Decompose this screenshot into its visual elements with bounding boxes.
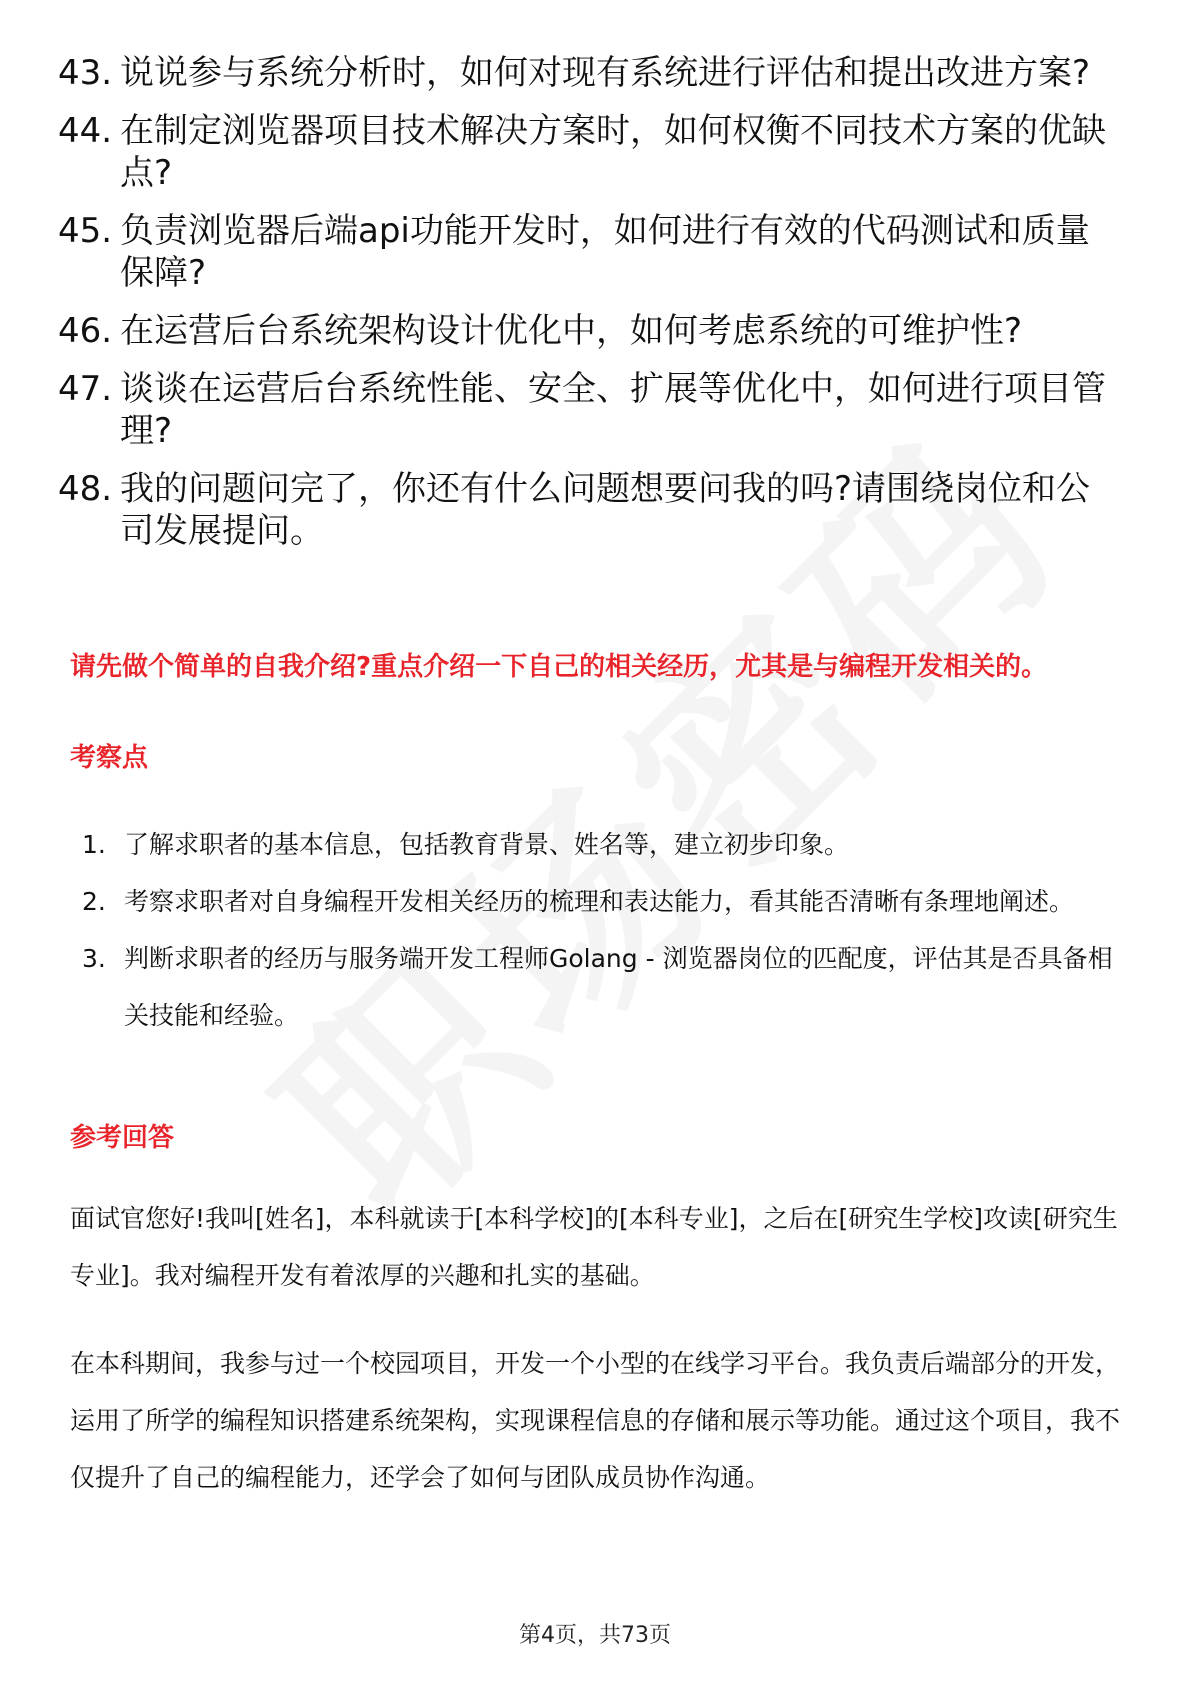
list-item bbox=[58, 368, 1118, 452]
answer-paragraph: 面试官您好!我叫[姓名]，本科就读于[本科学校]的[本科专业]，之后在[研究生学校]攻读[研究生专业]。我对编程开发有着浓厚的兴趣和扎实的基础。 bbox=[70, 1204, 1118, 1290]
question-number: 43. bbox=[58, 53, 113, 93]
list-item bbox=[82, 873, 1122, 930]
list-item bbox=[82, 930, 1122, 1044]
question-list bbox=[58, 52, 1118, 568]
list-item bbox=[58, 52, 1118, 94]
point-text: 判断求职者的经历与服务端开发工程师Golang - 浏览器岗位的匹配度，评估其是否具备相关技能和经验。 bbox=[124, 944, 1113, 1030]
question-number: 44. bbox=[58, 111, 113, 151]
point-number: 3. bbox=[82, 944, 106, 973]
interview-question-heading: 请先做个简单的自我介绍?重点介绍一下自己的相关经历，尤其是与编程开发相关的。 bbox=[70, 652, 1048, 682]
point-text: 考察求职者对自身编程开发相关经历的梳理和表达能力，看其能否清晰有条理地阐述。 bbox=[124, 887, 1075, 916]
list-item bbox=[82, 816, 1122, 873]
page-number-footer: 第4页，共73页 bbox=[519, 1623, 671, 1648]
question-number: 48. bbox=[58, 469, 113, 509]
evaluation-points-list bbox=[82, 816, 1122, 1044]
question-text: 说说参与系统分析时，如何对现有系统进行评估和提出改进方案? bbox=[120, 53, 1091, 93]
point-number: 2. bbox=[82, 887, 106, 916]
question-text: 我的问题问完了，你还有什么问题想要问我的吗?请围绕岗位和公司发展提问。 bbox=[120, 469, 1091, 551]
list-item bbox=[58, 210, 1118, 294]
question-number: 45. bbox=[58, 211, 113, 251]
point-number: 1. bbox=[82, 830, 106, 859]
answer-paragraph: 在本科期间，我参与过一个校园项目，开发一个小型的在线学习平台。我负责后端部分的开发，运用了所学的编程知识搭建系统架构，实现课程信息的存储和展示等功能。通过这个项目，我不仅提升了自己的编程能力，还学会了如何与团队成员协作沟通。 bbox=[70, 1349, 1121, 1492]
question-text: 谈谈在运营后台系统性能、安全、扩展等优化中，如何进行项目管理? bbox=[120, 369, 1106, 451]
question-text: 在制定浏览器项目技术解决方案时，如何权衡不同技术方案的优缺点? bbox=[120, 111, 1106, 193]
list-item bbox=[58, 468, 1118, 552]
evaluation-heading: 考察点 bbox=[70, 743, 149, 773]
list-item bbox=[58, 110, 1118, 194]
list-item bbox=[58, 310, 1118, 352]
question-number: 47. bbox=[58, 369, 113, 409]
reference-answer-heading: 参考回答 bbox=[70, 1123, 175, 1153]
question-text: 负责浏览器后端api功能开发时，如何进行有效的代码测试和质量保障? bbox=[120, 211, 1090, 293]
question-text: 在运营后台系统架构设计优化中，如何考虑系统的可维护性? bbox=[120, 311, 1023, 351]
question-number: 46. bbox=[58, 311, 113, 351]
point-text: 了解求职者的基本信息，包括教育背景、姓名等，建立初步印象。 bbox=[124, 830, 850, 859]
